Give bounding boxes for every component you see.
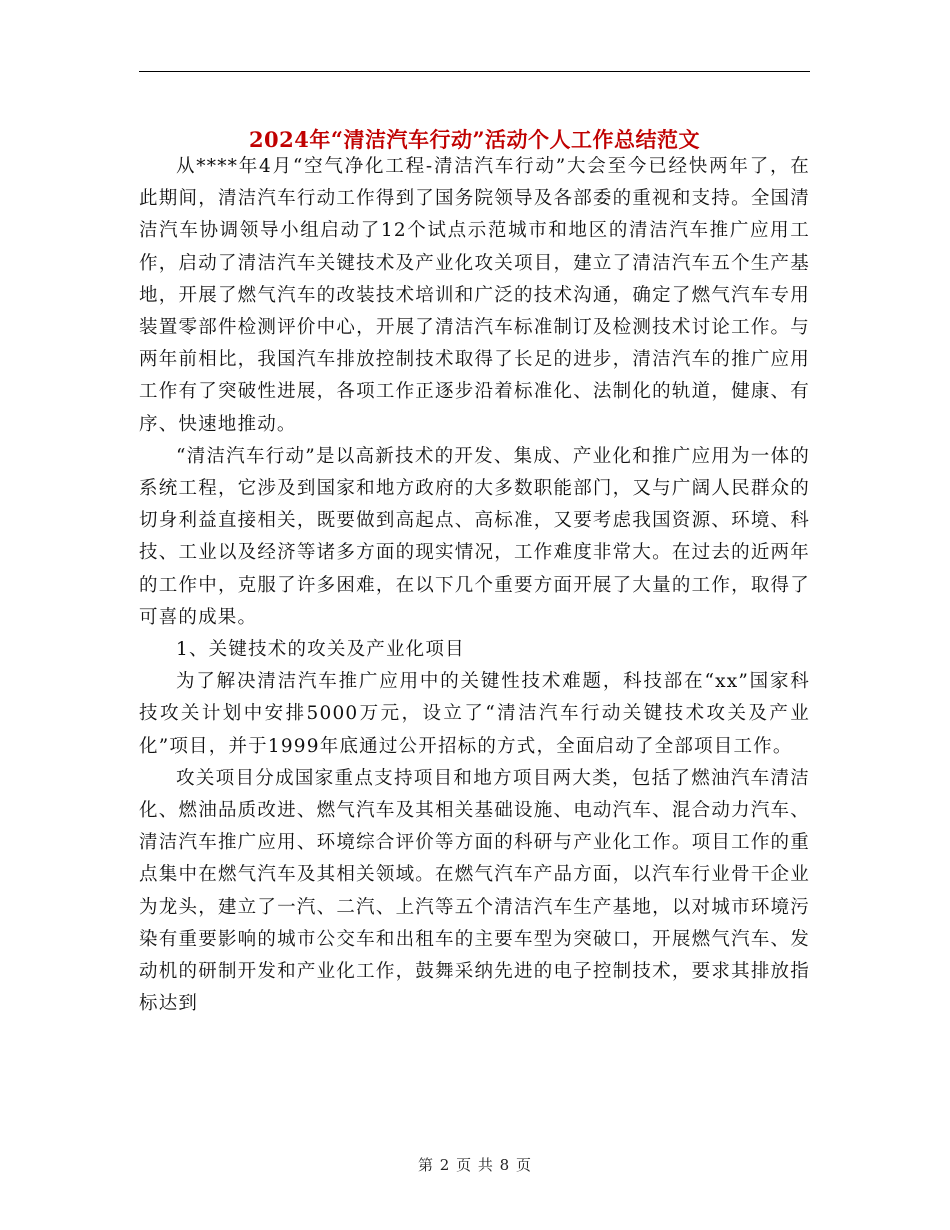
page-number-footer: 第 2 页 共 8 页 bbox=[418, 1156, 532, 1174]
paragraph-funding: 为了解决清洁汽车推广应用中的关键性技术难题，科技部在“xx”国家科技攻关计划中安排5000万元，设立了“清洁汽车行动关键技术攻关及产业化”项目，并于1999年底通过公开招标的方式，全面启动了全部项目工作。 bbox=[139, 671, 810, 757]
document-body bbox=[139, 151, 810, 1020]
paragraph-project-categories: 攻关项目分成国家重点支持项目和地方项目两大类，包括了燃油汽车清洁化、燃油品质改进、燃气汽车及其相关基础设施、电动汽车、混合动力汽车、清洁汽车推广应用、环境综合评价等方面的科研与产业化工作。项目工作的重点集中在燃气汽车及其相关领域。在燃气汽车产品方面，以汽车行业骨干企业为龙头，建立了一汽、二汽、上汽等五个清洁汽车生产基地，以对城市环境污染有重要影响的城市公交车和出租车的主要车型为突破口，开展燃气汽车、发动机的研制开发和产业化工作，鼓舞采纳先进的电子控制技术，要求其排放指标达到 bbox=[139, 767, 810, 1015]
document-title: 2024年“清洁汽车行动”活动个人工作总结范文 bbox=[248, 127, 701, 153]
section-heading-key-technology: 1、关键技术的攻关及产业化项目 bbox=[176, 639, 465, 661]
header-rule bbox=[139, 71, 810, 72]
paragraph-system-engineering: “清洁汽车行动”是以高新技术的开发、集成、产业化和推广应用为一体的系统工程，它涉及到国家和地方政府的大多数职能部门，又与广阔人民群众的切身利益直接相关，既要做到高起点、高标准，又要考虑我国资源、环境、科技、工业以及经济等诸多方面的现实情况，工作难度非常大。在过去的近两年的工作中，克服了许多困难，在以下几个重要方面开展了大量的工作，取得了可喜的成果。 bbox=[139, 445, 810, 628]
paragraph-intro: 从****年4月“空气净化工程-清洁汽车行动”大会至今已经快两年了，在此期间，清洁汽车行动工作得到了国务院领导及各部委的重视和支持。全国清洁汽车协调领导小组启动了12个试点示范城市和地区的清洁汽车推广应用工作，启动了清洁汽车关键技术及产业化攻关项目，建立了清洁汽车五个生产基地，开展了燃气汽车的改装技术培训和广泛的技术沟通，确定了燃气汽车专用装置零部件检测评价中心，开展了清洁汽车标准制订及检测技术讨论工作。与两年前相比，我国汽车排放控制技术取得了长足的进步，清洁汽车的推广应用工作有了突破性进展，各项工作正逐步沿着标准化、法制化的轨道，健康、有序、快速地推动。 bbox=[139, 156, 810, 435]
